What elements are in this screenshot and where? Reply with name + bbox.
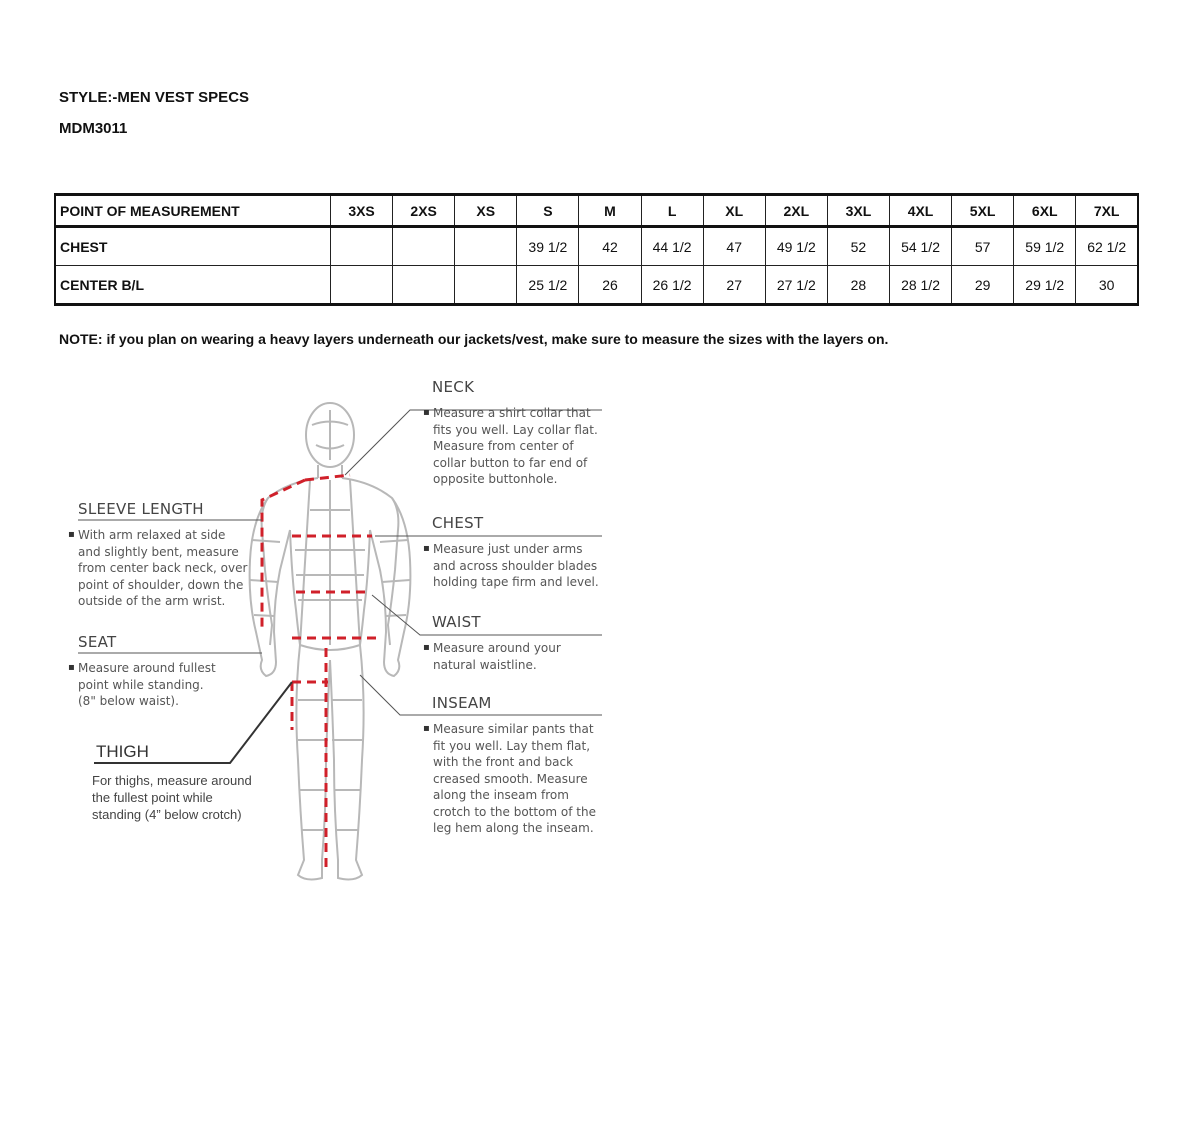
seat-title: SEAT xyxy=(78,633,117,651)
body-outline xyxy=(250,403,411,879)
table-cell: 62 1/2 xyxy=(1076,227,1138,266)
table-cell: 29 1/2 xyxy=(1014,266,1076,305)
table-cell: 39 1/2 xyxy=(517,227,579,266)
column-header: 3XL xyxy=(827,195,889,227)
row-label: CHEST xyxy=(55,227,331,266)
thigh-text: For thighs, measure around the fullest point while standing (4” below crotch) xyxy=(92,773,252,822)
column-header: L xyxy=(641,195,703,227)
table-cell: 28 1/2 xyxy=(889,266,951,305)
column-header: POINT OF MEASUREMENT xyxy=(55,195,331,227)
seat-text: ▪ Measure around fullest point while standing. (8" below waist). xyxy=(78,660,216,710)
style-code: MDM3011 xyxy=(59,120,128,137)
table-header-row xyxy=(55,195,1138,227)
column-header: S xyxy=(517,195,579,227)
column-header: XL xyxy=(703,195,765,227)
sleeve-length-title: SLEEVE LENGTH xyxy=(78,500,204,518)
table-cell: 59 1/2 xyxy=(1014,227,1076,266)
column-header: 4XL xyxy=(889,195,951,227)
table-cell: 42 xyxy=(579,227,641,266)
inseam-text: ▪ Measure similar pants that fit you well. Lay them flat, with the front and back creased smooth. Measure along the inseam from crotch to the bottom of the leg hem along the inseam. xyxy=(433,721,596,837)
table-cell: 49 1/2 xyxy=(765,227,827,266)
layering-note: NOTE: if you plan on wearing a heavy layers underneath our jackets/vest, make sure to measure the sizes with the layers on. xyxy=(59,331,889,347)
waist-title: WAIST xyxy=(432,613,481,631)
table-cell: 28 xyxy=(827,266,889,305)
column-header: XS xyxy=(455,195,517,227)
column-header: 2XL xyxy=(765,195,827,227)
column-header: 5XL xyxy=(952,195,1014,227)
column-header: 3XS xyxy=(331,195,393,227)
table-cell: 57 xyxy=(952,227,1014,266)
sleeve-length-text: ▪ With arm relaxed at side and slightly bent, measure from center back neck, over point of shoulder, down the outside of the arm wrist. xyxy=(78,527,247,610)
table-cell: 44 1/2 xyxy=(641,227,703,266)
table-cell: 26 xyxy=(579,266,641,305)
table-cell xyxy=(455,227,517,266)
table-cell: 30 xyxy=(1076,266,1138,305)
table-cell: 26 1/2 xyxy=(641,266,703,305)
table-cell: 29 xyxy=(952,266,1014,305)
table-cell xyxy=(393,227,455,266)
column-header: 7XL xyxy=(1076,195,1138,227)
waist-text: ▪ Measure around your natural waistline. xyxy=(433,640,561,673)
chest-title: CHEST xyxy=(432,514,484,532)
thigh-title: THIGH xyxy=(96,742,149,761)
table-cell: 27 1/2 xyxy=(765,266,827,305)
row-label: CENTER B/L xyxy=(55,266,331,305)
table-cell: 52 xyxy=(827,227,889,266)
neck-text: ▪ Measure a shirt collar that fits you well. Lay collar flat. Measure from center of collar button to far end of opposite buttonhole. xyxy=(433,405,598,488)
column-header: 6XL xyxy=(1014,195,1076,227)
table-cell xyxy=(393,266,455,305)
table-row-center-bl xyxy=(55,266,1138,305)
table-cell: 27 xyxy=(703,266,765,305)
neck-title: NECK xyxy=(432,378,475,396)
table-cell xyxy=(331,266,393,305)
size-spec-table xyxy=(54,193,1139,306)
table-cell: 25 1/2 xyxy=(517,266,579,305)
table-row-chest xyxy=(55,227,1138,266)
table-cell xyxy=(455,266,517,305)
column-header: 2XS xyxy=(393,195,455,227)
style-title: STYLE:-MEN VEST SPECS xyxy=(59,89,250,106)
inseam-title: INSEAM xyxy=(432,694,492,712)
column-header: M xyxy=(579,195,641,227)
table-cell: 47 xyxy=(703,227,765,266)
table-cell: 54 1/2 xyxy=(889,227,951,266)
chest-text: ▪ Measure just under arms and across shoulder blades holding tape firm and level. xyxy=(433,541,599,591)
table-cell xyxy=(331,227,393,266)
